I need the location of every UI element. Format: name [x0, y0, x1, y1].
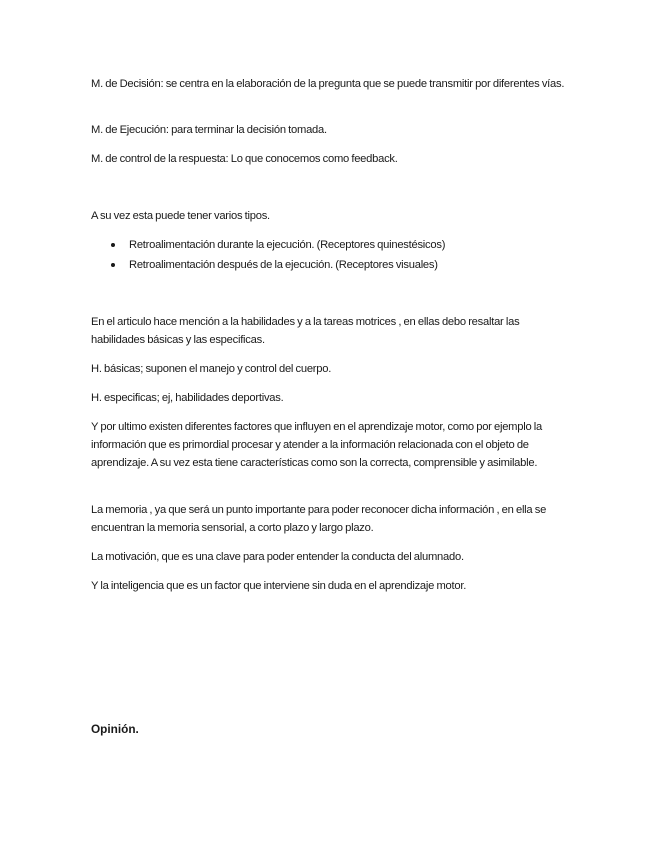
bullet-icon [111, 243, 115, 247]
paragraph-types-intro: A su vez esta puede tener varios tipos. [91, 210, 270, 222]
paragraph-intelligence: Y la inteligencia que es un factor que interviene sin duda en el aprendizaje motor. [91, 580, 467, 592]
paragraph-factors: Y por ultimo existen diferentes factores que influyen en el aprendizaje motor, como por ejemplo la información que es primordial procesar y atender a la información relacionada con el objeto de aprendizaje. A su vez esta tiene características como son la correcta, comprensible y asimilable. [91, 421, 542, 469]
paragraph-skills: En el articulo hace mención a la habilidades y a la tareas motrices , en ellas debo resaltar las habilidades básicas y las especificas. [91, 316, 520, 346]
opinion-heading: Opinión. [91, 722, 139, 736]
feedback-types-list [91, 235, 571, 275]
paragraph-basic-skills: H. básicas; suponen el manejo y control del cuerpo. [91, 363, 332, 375]
paragraph-motivation: La motivación, que es una clave para poder entender la conducta del alumnado. [91, 551, 464, 563]
paragraph-execution: M. de Ejecución: para terminar la decisión tomada. [91, 124, 327, 136]
list-item-text: Retroalimentación después de la ejecución. (Receptores visuales) [129, 259, 438, 271]
paragraph-memory: La memoria , ya que será un punto importante para poder reconocer dicha información , en ella se encuentran la memoria sensorial, a corto plazo y largo plazo. [91, 504, 547, 534]
paragraph-feedback-control: M. de control de la respuesta: Lo que conocemos como feedback. [91, 153, 398, 165]
bullet-icon [111, 263, 115, 267]
paragraph-decision: M. de Decisión: se centra en la elaboración de la pregunta que se puede transmitir por diferentes vías. [91, 78, 565, 90]
paragraph-specific-skills: H. especificas; ej, habilidades deportivas. [91, 392, 284, 404]
list-item [91, 235, 571, 255]
list-item-text: Retroalimentación durante la ejecución. (Receptores quinestésicos) [129, 239, 446, 251]
list-item [91, 255, 571, 275]
